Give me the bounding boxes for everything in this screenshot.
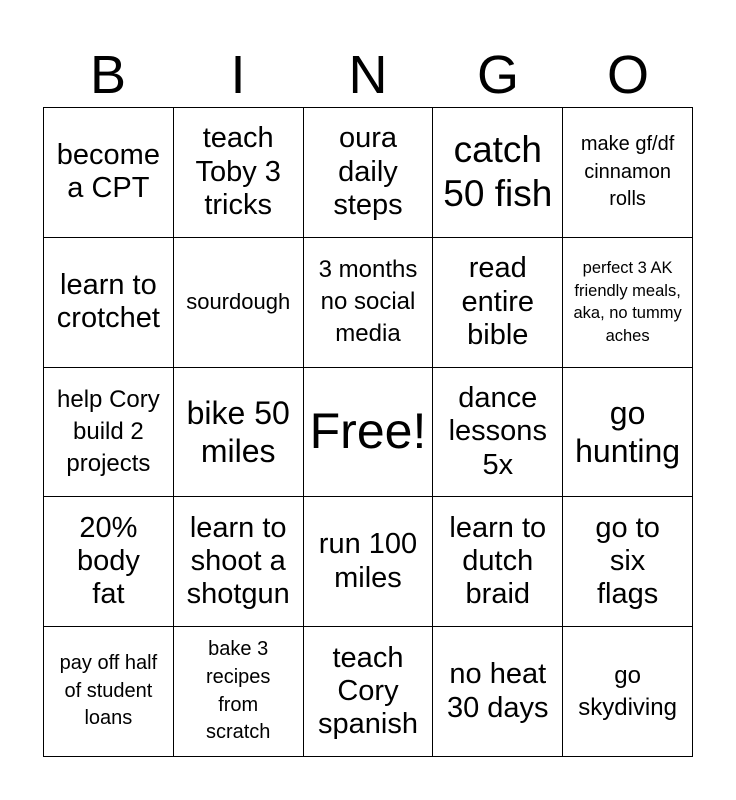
bingo-cell[interactable] bbox=[174, 497, 304, 627]
cell-text: learn to shoot a shotgun bbox=[186, 511, 290, 611]
bingo-header bbox=[43, 42, 693, 108]
bingo-cell[interactable] bbox=[433, 368, 563, 498]
header-letter-n: N bbox=[348, 45, 388, 105]
bingo-cell[interactable] bbox=[563, 497, 693, 627]
cell-text: make gf/df cinnamon rolls bbox=[580, 133, 675, 211]
bingo-cell free-space[interactable] bbox=[304, 368, 434, 498]
cell-text: go to six flags bbox=[595, 511, 660, 611]
cell-text: run 100 miles bbox=[318, 528, 418, 594]
cell-text: oura daily steps bbox=[333, 122, 403, 222]
bingo-cell[interactable] bbox=[174, 627, 304, 757]
bingo-cell[interactable] bbox=[563, 238, 693, 368]
bingo-cell[interactable] bbox=[44, 627, 174, 757]
bingo-cell[interactable] bbox=[563, 108, 693, 238]
bingo-cell[interactable] bbox=[304, 238, 434, 368]
cell-text: learn to crotchet bbox=[56, 268, 160, 335]
cell-text: teach Cory spanish bbox=[318, 641, 418, 741]
bingo-cell[interactable] bbox=[433, 497, 563, 627]
bingo-board bbox=[43, 107, 693, 757]
header-letter-i: I bbox=[230, 45, 246, 105]
header-letter-g: G bbox=[476, 45, 519, 105]
bingo-cell[interactable] bbox=[433, 238, 563, 368]
cell-text: catch 50 fish bbox=[443, 129, 553, 215]
bingo-cell[interactable] bbox=[174, 368, 304, 498]
cell-text: sourdough bbox=[186, 289, 291, 315]
cell-text: go skydiving bbox=[578, 661, 677, 721]
cell-text: pay off half of student loans bbox=[59, 652, 158, 730]
cell-text: 20% body fat bbox=[76, 511, 140, 611]
bingo-cell[interactable] bbox=[44, 497, 174, 627]
bingo-cell[interactable] bbox=[304, 497, 434, 627]
bingo-cell[interactable] bbox=[563, 368, 693, 498]
bingo-cell[interactable] bbox=[433, 627, 563, 757]
bingo-cell[interactable] bbox=[433, 108, 563, 238]
bingo-cell[interactable] bbox=[44, 108, 174, 238]
cell-text: go hunting bbox=[575, 394, 681, 469]
cell-text: dance lessons 5x bbox=[448, 381, 547, 481]
bingo-cell[interactable] bbox=[304, 627, 434, 757]
free-space-label: Free! bbox=[309, 403, 427, 460]
cell-text: teach Toby 3 tricks bbox=[195, 122, 281, 222]
cell-text: help Cory build 2 projects bbox=[57, 386, 160, 477]
bingo-cell[interactable] bbox=[563, 627, 693, 757]
cell-text: read entire bible bbox=[461, 252, 535, 351]
cell-text: 3 months no social media bbox=[318, 256, 418, 348]
cell-text: learn to dutch braid bbox=[449, 511, 547, 611]
cell-text: become a CPT bbox=[56, 139, 160, 205]
bingo-cell[interactable] bbox=[304, 108, 434, 238]
cell-text: bike 50 miles bbox=[186, 394, 290, 469]
header-letter-b: B bbox=[89, 45, 127, 105]
bingo-cell[interactable] bbox=[44, 238, 174, 368]
cell-text: perfect 3 AK friendly meals, aka, no tummy aches bbox=[573, 259, 682, 345]
bingo-cell[interactable] bbox=[174, 238, 304, 368]
cell-text: bake 3 recipes from scratch bbox=[205, 638, 271, 744]
header-letter-o: O bbox=[606, 45, 649, 105]
bingo-cell[interactable] bbox=[44, 368, 174, 498]
cell-text: no heat 30 days bbox=[446, 658, 549, 724]
bingo-cell[interactable] bbox=[174, 108, 304, 238]
